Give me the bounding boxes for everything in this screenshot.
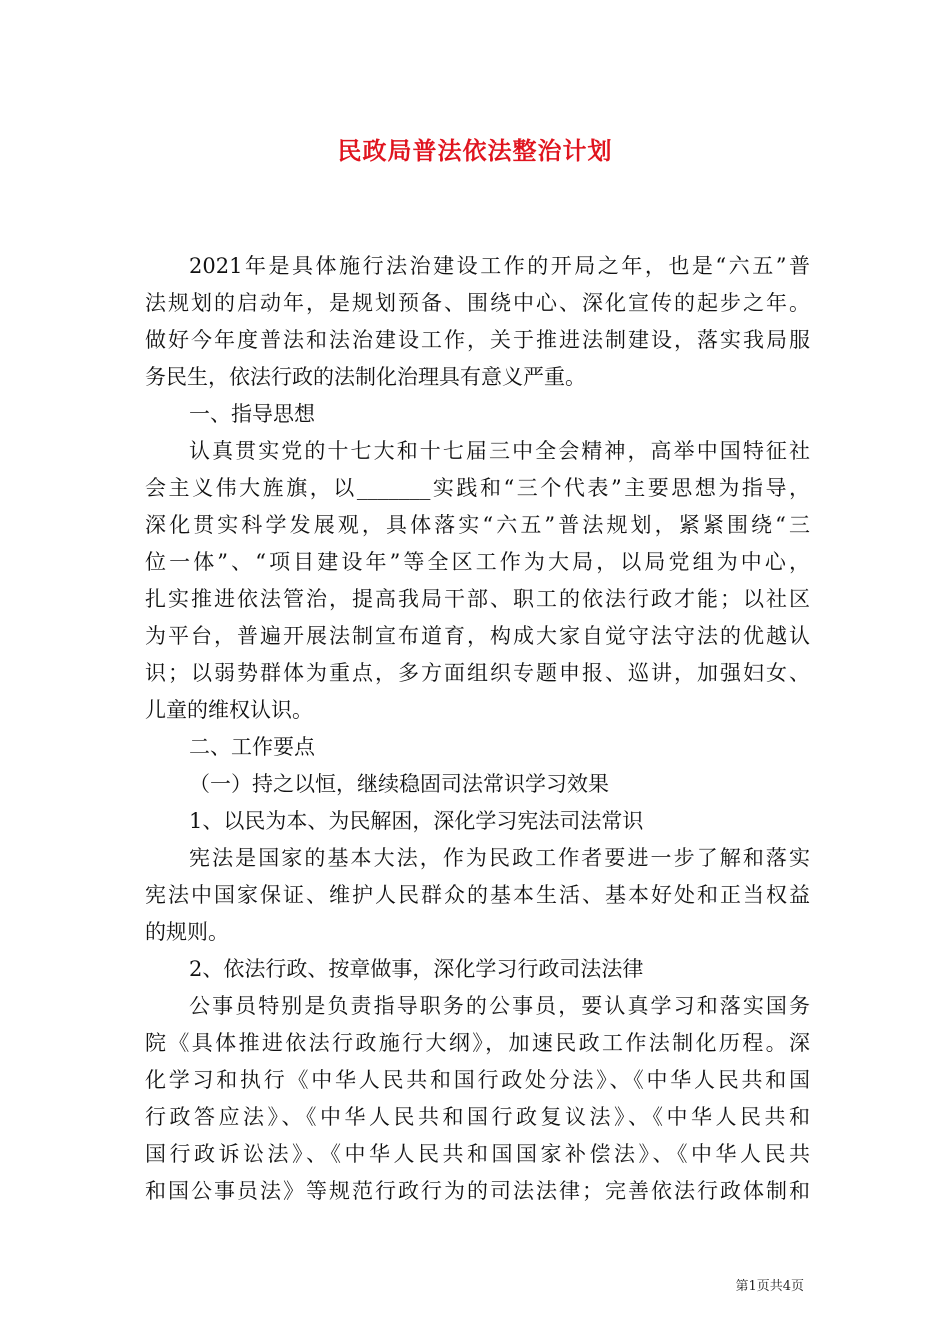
paragraph-line: 院《具体推进依法行政施行大纲》，加速民政工作法制化历程。深 <box>145 1031 810 1055</box>
paragraph-line: 儿童的维权认识。 <box>145 698 313 722</box>
paragraph-line: 认真贯实党的十七大和十七届三中全会精神，高举中国特征社 <box>189 439 810 463</box>
paragraph-line: 会主义伟大旌旗，以_______实践和“三个代表”主要思想为指导， <box>145 476 810 500</box>
section-heading: 二、工作要点 <box>189 735 315 759</box>
paragraph-line: 识；以弱势群体为重点，多方面组织专题申报、巡讲，加强妇女、 <box>145 661 810 685</box>
paragraph-line: 宪法中国家保证、维护人民群众的基本生活、基本好处和正当权益 <box>145 883 810 907</box>
paragraph-line: 为平台，普遍开展法制宣布道育，构成大家自觉守法守法的优越认 <box>145 624 810 648</box>
paragraph-line: 的规则。 <box>145 920 229 944</box>
paragraph-line: 做好今年度普法和法治建设工作，关于推进法制建设，落实我局服 <box>145 328 810 352</box>
subsection-heading: 1、以民为本、为民解困，深化学习宪法司法常识 <box>189 809 644 833</box>
paragraph-line: 扎实推进依法管治，提高我局干部、职工的依法行政才能；以社区 <box>145 587 810 611</box>
section-heading: 一、指导思想 <box>189 402 315 426</box>
subsection-heading: 2、依法行政、按章做事，深化学习行政司法法律 <box>189 957 644 981</box>
paragraph-line: 公事员特别是负责指导职务的公事员，要认真学习和落实国务 <box>189 994 810 1018</box>
subsection-heading: （一）持之以恒，继续稳固司法常识学习效果 <box>189 772 609 796</box>
paragraph-line: 和国公事员法》等规范行政行为的司法法律；完善依法行政体制和 <box>145 1179 810 1203</box>
paragraph-line: 行政答应法》、《中华人民共和国行政复议法》、《中华人民共和 <box>145 1105 810 1129</box>
paragraph-line: 化学习和执行《中华人民共和国行政处分法》、《中华人民共和国 <box>145 1068 810 1092</box>
paragraph-line: 2021年是具体施行法治建设工作的开局之年，也是“六五”普 <box>189 254 810 278</box>
paragraph-line: 国行政诉讼法》、《中华人民共和国国家补偿法》、《中华人民共 <box>145 1142 810 1166</box>
paragraph-line: 务民生，依法行政的法制化治理具有意义严重。 <box>145 365 586 389</box>
paragraph-line: 法规划的启动年，是规划预备、围绕中心、深化宣传的起步之年。 <box>145 291 810 315</box>
paragraph-line: 宪法是国家的基本大法，作为民政工作者要进一步了解和落实 <box>189 846 810 870</box>
paragraph-line: 位一体”、“项目建设年”等全区工作为大局，以局党组为中心， <box>145 550 810 574</box>
page-number: 第1页共4页 <box>735 1279 804 1294</box>
document-title: 民政局普法依法整治计划 <box>337 136 613 165</box>
paragraph-line: 深化贯实科学发展观，具体落实“六五”普法规划，紧紧围绕“三 <box>145 513 810 537</box>
